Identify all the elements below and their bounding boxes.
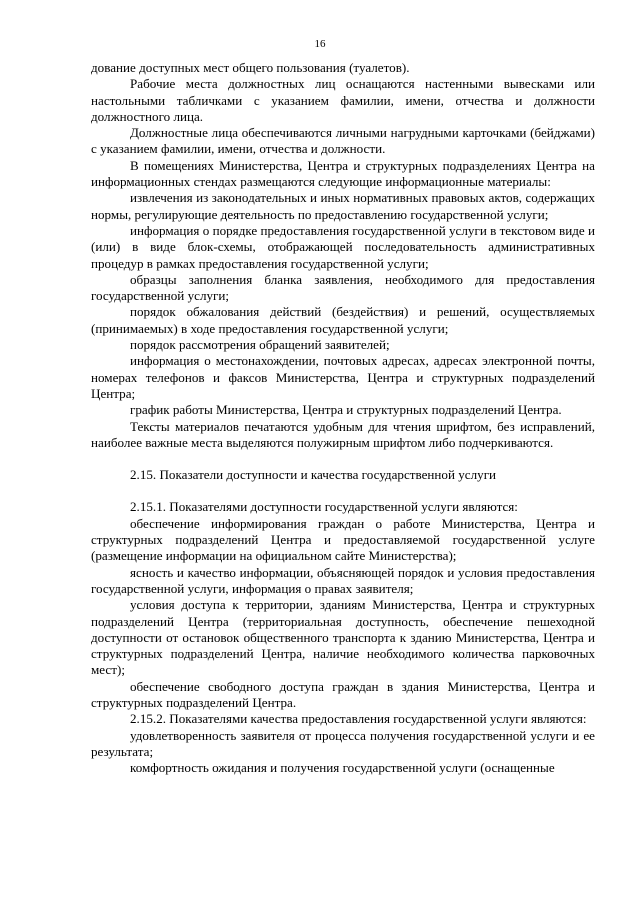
- paragraph: дование доступных мест общего пользования (туалетов).: [91, 60, 410, 75]
- list-paragraph: комфортность ожидания и получения государственной услуги (оснащенные: [130, 760, 555, 776]
- paragraph: Должностные лица обеспечиваются личными нагрудными карточками (бейджами) с указанием фамилии, имени, отчества и должности.: [91, 125, 595, 157]
- paragraph: Рабочие места должностных лиц оснащаются настенными вывесками или настольными табличками с указанием фамилии, имени, отчества и должности должностного лица.: [91, 76, 595, 124]
- list-paragraph: удовлетворенность заявителя от процесса получения государственной услуги и ее результата;: [91, 727, 595, 759]
- list-paragraph: график работы Министерства, Центра и структурных подразделений Центра.: [130, 402, 562, 418]
- list-paragraph: извлечения из законодательных и иных нормативных правовых актов, содержащих нормы, регулирующие деятельность по предоставлению государственной услуги;: [91, 190, 595, 222]
- list-paragraph: информация о порядке предоставления государственной услуги в текстовом виде и (или) в виде блок-схемы, отображающей последовательность административных процедур в рамках предоставления государственной услуги;: [91, 222, 595, 271]
- list-paragraph: образцы заполнения бланка заявления, необходимого для предоставления государственной услуги;: [91, 271, 595, 304]
- page-number: 16: [314, 38, 326, 50]
- list-paragraph: обеспечение свободного доступа граждан в здания Министерства, Центра и структурных подразделений Центра.: [91, 678, 595, 710]
- list-paragraph: условия доступа к территории, зданиям Министерства, Центра и структурных подразделений Центра (территориальная доступность, обеспечение пешеходной доступности от остановок общественного транспорта к зданию Министерства, Центра и структурных подразделений Центра, наличие необходимого количества парковочных мест);: [91, 597, 595, 678]
- list-paragraph: обеспечение информирования граждан о работе Министерства, Центра и структурных подразделений Центра и предоставляемой государственной услуге (размещение информации на официальном сайте Министерства);: [91, 515, 595, 564]
- paragraph: Тексты материалов печатаются удобным для чтения шрифтом, без исправлений, наиболее важные места выделяются полужирным шрифтом либо подчеркиваются.: [91, 418, 595, 450]
- subsection-heading: 2.15.2. Показателями качества предоставления государственной услуги являются:: [130, 711, 587, 727]
- paragraph: В помещениях Министерства, Центра и структурных подразделениях Центра на информационных стендах размещаются следующие информационные материалы:: [91, 157, 595, 190]
- list-paragraph: ясность и качество информации, объясняющей порядок и условия предоставления государственной услуги, информация о правах заявителя;: [91, 564, 595, 596]
- section-heading: 2.15. Показатели доступности и качества государственной услуги: [130, 467, 497, 483]
- document-body: [91, 60, 595, 776]
- subsection-heading: 2.15.1. Показателями доступности государственной услуги являются:: [130, 499, 518, 515]
- list-paragraph: порядок обжалования действий (бездействия) и решений, осуществляемых (принимаемых) в ходе предоставления государственной услуги;: [91, 304, 595, 336]
- list-paragraph: порядок рассмотрения обращений заявителей;: [130, 337, 390, 353]
- list-paragraph: информация о местонахождении, почтовых адресах, адресах электронной почты, номерах телефонов и факсов Министерства, Центра и структурных подразделений Центра;: [91, 353, 595, 401]
